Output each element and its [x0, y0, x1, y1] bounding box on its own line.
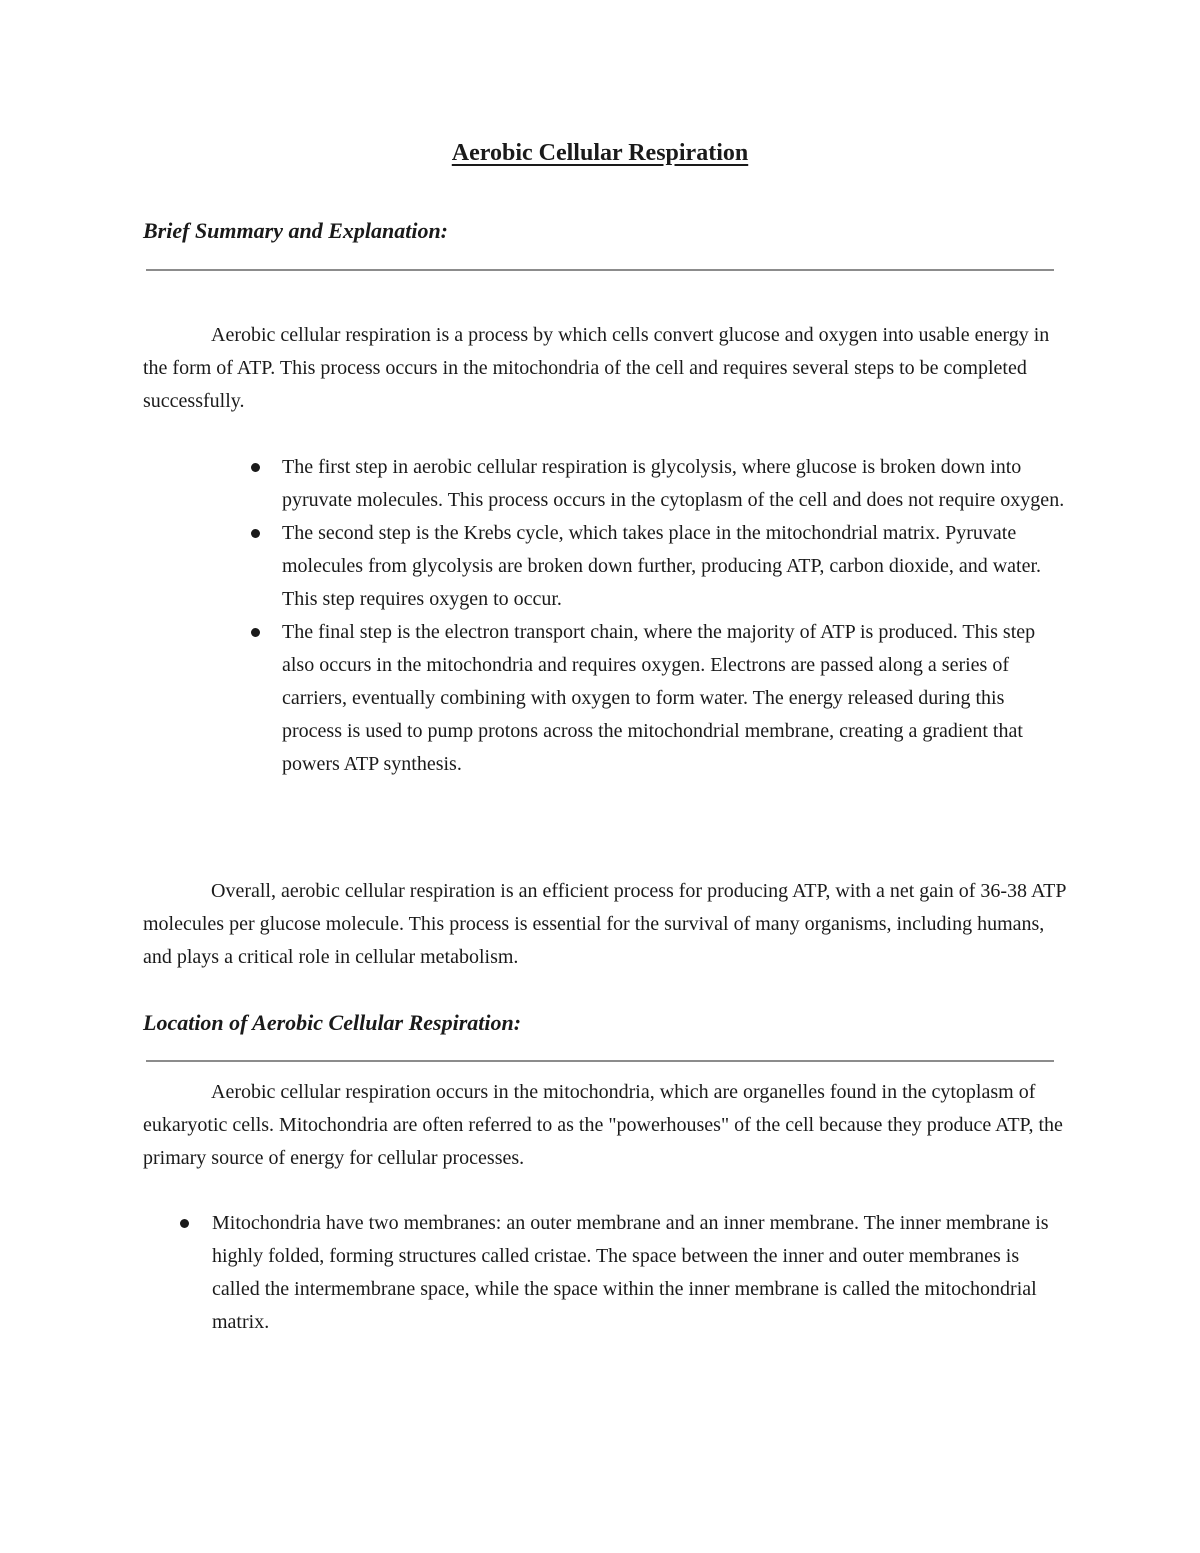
list-item-text: The second step is the Krebs cycle, which takes place in the mitochondrial matrix. Pyruvate molecules from glycolysis are broken down further, producing ATP, carbon dioxide, and water. This step requires oxygen to occur.	[282, 522, 1042, 610]
bullet-icon	[251, 529, 260, 538]
page-title: Aerobic Cellular Respiration	[451, 140, 749, 166]
location-intro-text: Aerobic cellular respiration occurs in the mitochondria, which are organelles found in the cytoplasm of eukaryotic cells. Mitochondria are often referred to as the "powerhouses" of the cell because they produce ATP, the primary source of energy for cellular processes.	[143, 1081, 1063, 1169]
bullet-icon	[180, 1219, 189, 1228]
list-item	[282, 616, 1067, 781]
list-item	[282, 451, 1067, 517]
bullet-icon	[251, 628, 260, 637]
summary-intro-text: Aerobic cellular respiration is a process by which cells convert glucose and oxygen into usable energy in the form of ATP. This process occurs in the mitochondria of the cell and requires several steps to be completed successfully.	[143, 324, 1050, 412]
section-heading-summary: Brief Summary and Explanation:	[143, 218, 449, 243]
bullet-icon	[251, 463, 260, 472]
summary-conclusion-text: Overall, aerobic cellular respiration is an efficient process for producing ATP, with a net gain of 36-38 ATP molecules per glucose molecule. This process is essential for the survival of many organisms, including humans, and plays a critical role in cellular metabolism.	[143, 880, 1066, 968]
list-item-text: The final step is the electron transport chain, where the majority of ATP is produced. This step also occurs in the mitochondria and requires oxygen. Electrons are passed along a series of carriers, eventually combining with oxygen to form water. The energy released during this process is used to pump protons across the mitochondrial membrane, creating a gradient that powers ATP synthesis.	[282, 621, 1036, 775]
summary-conclusion-paragraph	[143, 875, 1073, 974]
list-item-text: Mitochondria have two membranes: an outer membrane and an inner membrane. The inner membrane is highly folded, forming structures called cristae. The space between the inner and outer membranes is called the intermembrane space, while the space within the inner membrane is called the mitochondrial matrix.	[212, 1212, 1049, 1333]
summary-steps-list	[282, 451, 1067, 781]
summary-intro-paragraph	[143, 319, 1073, 418]
section-divider	[146, 1060, 1054, 1062]
list-item-text: The first step in aerobic cellular respiration is glycolysis, where glucose is broken down into pyruvate molecules. This process occurs in the cytoplasm of the cell and does not require oxygen.	[282, 456, 1065, 511]
list-item	[212, 1207, 1067, 1339]
section-divider	[146, 269, 1054, 271]
location-details-list	[212, 1207, 1067, 1339]
list-item	[282, 517, 1067, 616]
location-intro-paragraph	[143, 1076, 1073, 1175]
section-heading-location: Location of Aerobic Cellular Respiration:	[143, 1010, 522, 1035]
